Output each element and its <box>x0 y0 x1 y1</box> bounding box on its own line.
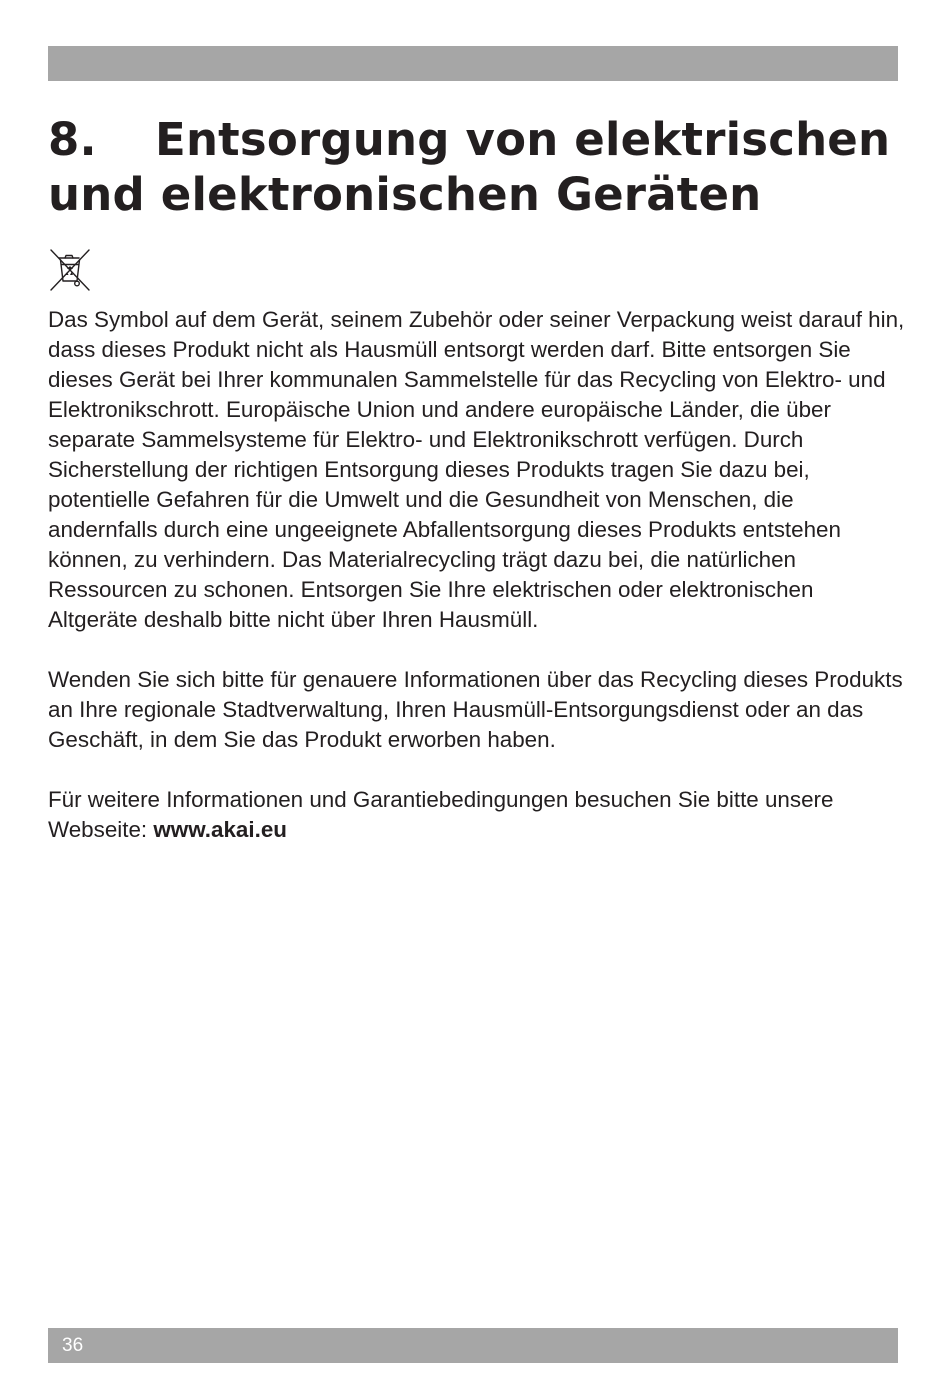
crossed-out-wheelie-bin-icon <box>48 247 92 293</box>
website-link[interactable]: www.akai.eu <box>153 817 287 842</box>
page-number: 36 <box>62 1335 84 1356</box>
website-intro-text: Für weitere Informationen und Garantiebedingungen besuchen Sie bitte unsere Webseite: <box>48 787 834 842</box>
paragraph-disposal-info: Das Symbol auf dem Gerät, seinem Zubehör oder seiner Verpackung weist darauf hin, dass dieses Produkt nicht als Hausmüll entsorgt werden darf. Bitte entsorgen Sie dieses Gerät bei Ihrer kommunalen Sammelstelle für das Recycling von Elektro- und Elektronikschrott. Europäische Union und andere europäische Länder, die über separate Sammelsysteme für Elektro- und Elektronikschrott verfügen. Durch Sicherstellung der richtigen Entsorgung dieses Produkts tragen Sie dazu bei, potentielle Gefahren für die Umwelt und die Gesundheit von Menschen, die andernfalls durch eine ungeeignete Abfallentsorgung dieses Produkts entstehen können, zu verhindern. Das Materialrecycling trägt dazu bei, die natürlichen Ressourcen zu schonen. Entsorgen Sie Ihre elektrischen oder elektronischen Altgeräte deshalb bitte nicht über Ihren Hausmüll. <box>48 307 905 632</box>
footer-bar <box>48 1328 898 1363</box>
section-number: 8. <box>48 113 97 166</box>
paragraph-website-info <box>48 785 908 845</box>
paragraph-contact-info: Wenden Sie sich bitte für genauere Informationen über das Recycling dieses Produkts an Ihre regionale Stadtverwaltung, Ihren Hausmüll-Entsorgungsdienst oder an das Geschäft, in dem Sie das Produkt erworben haben. <box>48 667 903 752</box>
title-line-1: Entsorgung von elektrischen <box>155 113 891 166</box>
body-text <box>48 305 908 875</box>
header-bar <box>48 46 898 81</box>
page-title <box>48 112 908 222</box>
title-line-2: und elektronischen Geräten <box>48 168 762 221</box>
